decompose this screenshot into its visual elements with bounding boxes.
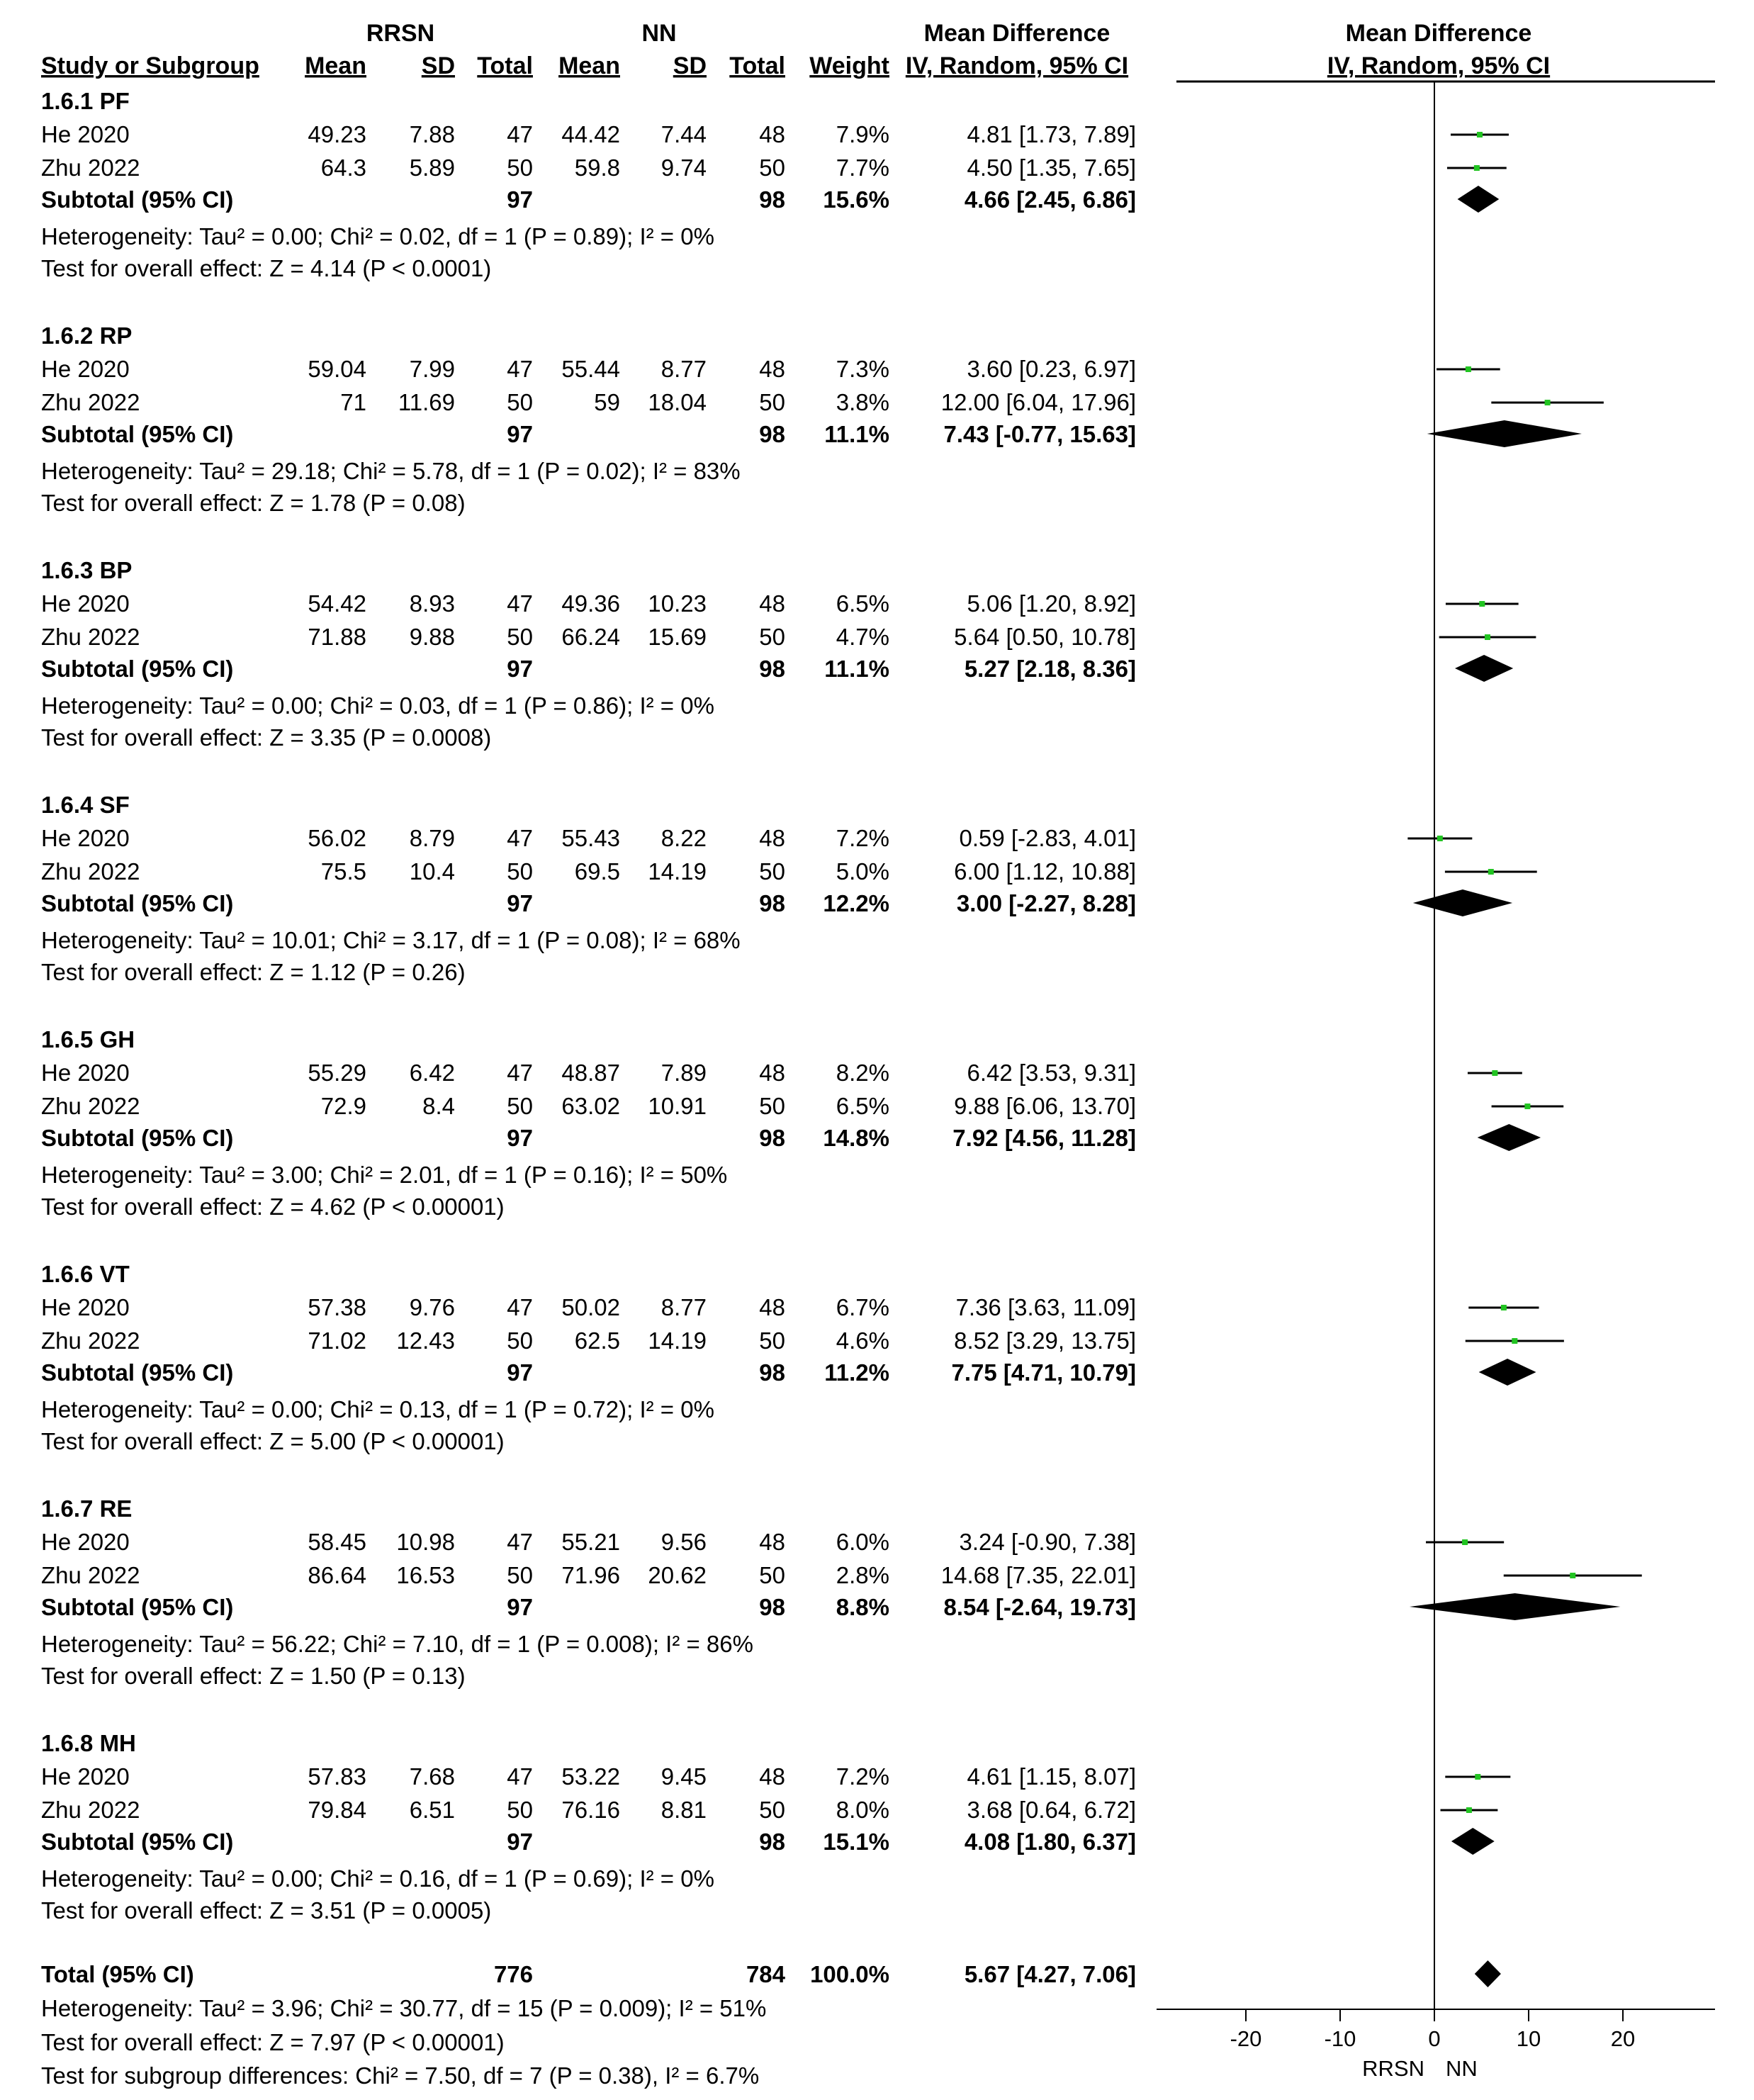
study-ci: 7.36 [3.63, 11.09] (955, 1294, 1136, 1320)
header-sd1: SD (421, 52, 455, 79)
study-mean1: 71 (340, 389, 366, 415)
study-total2: 48 (759, 1060, 785, 1086)
subtotal-weight: 15.6% (823, 186, 889, 213)
subtotal-label: Subtotal (95% CI) (41, 421, 234, 447)
header-total2: Total (729, 52, 785, 79)
study-total2: 50 (759, 1093, 785, 1119)
study-ci: 5.64 [0.50, 10.78] (954, 624, 1136, 650)
study-total1: 50 (507, 1327, 533, 1354)
total-total1: 776 (493, 1961, 533, 1987)
x-tick-label: 0 (1428, 2026, 1441, 2051)
study-name: Zhu 2022 (41, 624, 140, 650)
study-sd2: 15.69 (648, 624, 707, 650)
heterogeneity-text: Heterogeneity: Tau² = 0.00; Chi² = 0.16, df = 1 (P = 0.69); I² = 0% (41, 1865, 714, 1892)
header-plot-bottom: IV, Random, 95% CI (1327, 52, 1551, 79)
point-estimate (1462, 1539, 1468, 1545)
subtotal-total1: 97 (507, 1594, 533, 1620)
study-mean1: 59.04 (308, 356, 366, 382)
study-ci: 3.68 [0.64, 6.72] (967, 1797, 1136, 1823)
study-total2: 48 (759, 590, 785, 617)
total-overall-effect-text: Test for overall effect: Z = 7.97 (P < 0.00001) (41, 2029, 505, 2055)
study-weight: 6.0% (836, 1529, 889, 1555)
study-total1: 50 (507, 624, 533, 650)
total-heterogeneity-text: Heterogeneity: Tau² = 3.96; Chi² = 30.77, df = 15 (P = 0.009); I² = 51% (41, 1995, 767, 2021)
subtotal-total1: 97 (507, 1359, 533, 1386)
subtotal-ci: 7.92 [4.56, 11.28] (952, 1125, 1136, 1151)
study-total2: 50 (759, 155, 785, 181)
study-mean1: 64.3 (320, 155, 366, 181)
study-name: He 2020 (41, 1060, 130, 1086)
total-weight: 100.0% (810, 1961, 889, 1987)
header-md-top: Mean Difference (923, 20, 1111, 47)
study-mean2: 49.36 (561, 590, 620, 617)
subtotal-label: Subtotal (95% CI) (41, 1594, 234, 1620)
subtotal-total2: 98 (759, 1829, 785, 1855)
header-sd2: SD (673, 52, 707, 79)
subtotal-ci: 3.00 [-2.27, 8.28] (956, 890, 1136, 916)
study-mean2: 53.22 (561, 1763, 620, 1790)
study-sd1: 5.89 (409, 155, 455, 181)
study-sd2: 8.77 (660, 1294, 707, 1320)
study-sd2: 7.44 (660, 121, 707, 147)
study-mean2: 55.21 (561, 1529, 620, 1555)
point-estimate (1524, 1104, 1530, 1109)
study-weight: 6.7% (836, 1294, 889, 1320)
study-total2: 50 (759, 389, 785, 415)
subtotal-ci: 7.43 [-0.77, 15.63] (943, 421, 1136, 447)
study-weight: 4.7% (836, 624, 889, 650)
header-weight: Weight (809, 52, 889, 79)
study-weight: 3.8% (836, 389, 889, 415)
x-tick-label: 20 (1610, 2026, 1636, 2051)
overall-effect-text: Test for overall effect: Z = 4.62 (P < 0.00001) (41, 1194, 505, 1220)
study-name: Zhu 2022 (41, 858, 140, 885)
study-sd2: 14.19 (648, 1327, 707, 1354)
study-sd1: 16.53 (396, 1562, 455, 1588)
study-ci: 8.52 [3.29, 13.75] (954, 1327, 1136, 1354)
study-total1: 47 (507, 590, 533, 617)
study-ci: 9.88 [6.06, 13.70] (954, 1093, 1136, 1119)
study-mean2: 66.24 (561, 624, 620, 650)
study-name: Zhu 2022 (41, 1093, 140, 1119)
subtotal-diamond (1427, 420, 1582, 447)
point-estimate (1501, 1305, 1507, 1310)
subtotal-ci: 4.08 [1.80, 6.37] (964, 1829, 1136, 1855)
overall-effect-text: Test for overall effect: Z = 1.50 (P = 0.13) (41, 1663, 466, 1689)
study-total1: 47 (507, 1294, 533, 1320)
study-total1: 50 (507, 1562, 533, 1588)
study-mean1: 49.23 (308, 121, 366, 147)
subgroup-heading: 1.6.8 MH (41, 1730, 136, 1756)
study-mean1: 57.38 (308, 1294, 366, 1320)
subtotal-label: Subtotal (95% CI) (41, 656, 234, 682)
study-weight: 8.0% (836, 1797, 889, 1823)
study-total1: 50 (507, 1797, 533, 1823)
study-total2: 50 (759, 858, 785, 885)
study-sd1: 9.76 (409, 1294, 455, 1320)
study-sd2: 9.45 (660, 1763, 707, 1790)
total-label: Total (95% CI) (41, 1961, 194, 1987)
header-group2: NN (641, 20, 677, 47)
study-sd2: 20.62 (648, 1562, 707, 1588)
study-total2: 50 (759, 1797, 785, 1823)
study-total1: 47 (507, 356, 533, 382)
overall-effect-text: Test for overall effect: Z = 1.78 (P = 0.08) (41, 490, 466, 516)
study-ci: 4.50 [1.35, 7.65] (967, 155, 1136, 181)
subtotal-weight: 11.1% (824, 421, 889, 447)
total-diamond (1475, 1960, 1501, 1987)
subtotal-diamond (1410, 1593, 1621, 1620)
study-mean2: 55.43 (561, 825, 620, 851)
study-mean1: 71.88 (308, 624, 366, 650)
study-total2: 48 (759, 825, 785, 851)
study-ci: 6.00 [1.12, 10.88] (954, 858, 1136, 885)
study-sd2: 8.77 (660, 356, 707, 382)
study-total2: 48 (759, 356, 785, 382)
study-weight: 6.5% (836, 1093, 889, 1119)
study-sd2: 9.74 (660, 155, 707, 181)
study-name: Zhu 2022 (41, 1327, 140, 1354)
subtotal-weight: 11.1% (824, 656, 889, 682)
study-sd1: 8.79 (409, 825, 455, 851)
total-total2: 784 (746, 1961, 785, 1987)
header-md-bottom: IV, Random, 95% CI (905, 52, 1129, 79)
study-name: Zhu 2022 (41, 1797, 140, 1823)
subtotal-total1: 97 (507, 186, 533, 213)
header-mean1: Mean (305, 52, 366, 79)
point-estimate (1479, 601, 1485, 607)
overall-effect-text: Test for overall effect: Z = 4.14 (P < 0.0001) (41, 255, 492, 281)
study-sd1: 10.98 (396, 1529, 455, 1555)
study-total1: 47 (507, 1060, 533, 1086)
subtotal-total2: 98 (759, 656, 785, 682)
subgroup-heading: 1.6.2 RP (41, 322, 133, 349)
study-mean2: 62.5 (574, 1327, 620, 1354)
point-estimate (1474, 165, 1480, 171)
study-sd1: 7.88 (409, 121, 455, 147)
overall-effect-text: Test for overall effect: Z = 3.51 (P = 0.0005) (41, 1897, 492, 1924)
subgroup-heading: 1.6.3 BP (41, 557, 133, 583)
study-weight: 2.8% (836, 1562, 889, 1588)
point-estimate (1492, 1070, 1497, 1076)
study-sd2: 10.23 (648, 590, 707, 617)
study-sd1: 7.68 (409, 1763, 455, 1790)
subgroup-heading: 1.6.5 GH (41, 1026, 135, 1052)
study-mean2: 44.42 (561, 121, 620, 147)
study-sd1: 6.51 (409, 1797, 455, 1823)
study-weight: 7.9% (836, 121, 889, 147)
subtotal-total2: 98 (759, 1359, 785, 1386)
heterogeneity-text: Heterogeneity: Tau² = 0.00; Chi² = 0.02, df = 1 (P = 0.89); I² = 0% (41, 223, 714, 249)
study-sd2: 9.56 (660, 1529, 707, 1555)
study-mean1: 72.9 (320, 1093, 366, 1119)
subtotal-ci: 7.75 [4.71, 10.79] (951, 1359, 1136, 1386)
subtotal-total2: 98 (759, 186, 785, 213)
subtotal-weight: 12.2% (823, 890, 889, 916)
point-estimate (1475, 1774, 1480, 1780)
study-mean1: 57.83 (308, 1763, 366, 1790)
study-sd1: 12.43 (396, 1327, 455, 1354)
study-total1: 47 (507, 825, 533, 851)
heterogeneity-text: Heterogeneity: Tau² = 29.18; Chi² = 5.78, df = 1 (P = 0.02); I² = 83% (41, 458, 741, 484)
study-weight: 7.2% (836, 825, 889, 851)
subtotal-weight: 8.8% (836, 1594, 889, 1620)
heterogeneity-text: Heterogeneity: Tau² = 0.00; Chi² = 0.03, df = 1 (P = 0.86); I² = 0% (41, 692, 714, 719)
study-weight: 4.6% (836, 1327, 889, 1354)
study-weight: 7.2% (836, 1763, 889, 1790)
subtotal-total1: 97 (507, 1829, 533, 1855)
subtotal-diamond (1458, 186, 1500, 213)
study-total1: 50 (507, 1093, 533, 1119)
study-name: He 2020 (41, 1294, 130, 1320)
study-name: He 2020 (41, 825, 130, 851)
x-tick-label: 10 (1516, 2026, 1541, 2051)
study-sd2: 8.81 (660, 1797, 707, 1823)
subgroup-heading: 1.6.1 PF (41, 88, 130, 114)
study-sd1: 6.42 (409, 1060, 455, 1086)
subgroup-heading: 1.6.7 RE (41, 1495, 133, 1522)
subtotal-diamond (1455, 655, 1513, 682)
study-total1: 47 (507, 121, 533, 147)
point-estimate (1485, 634, 1490, 640)
study-sd2: 18.04 (648, 389, 707, 415)
study-ci: 12.00 [6.04, 17.96] (940, 389, 1136, 415)
header-study: Study or Subgroup (41, 52, 259, 79)
subtotal-total2: 98 (759, 890, 785, 916)
subtotal-total1: 97 (507, 890, 533, 916)
study-weight: 7.3% (836, 356, 889, 382)
subtotal-weight: 11.2% (824, 1359, 889, 1386)
subtotal-diamond (1451, 1828, 1495, 1855)
study-total1: 50 (507, 858, 533, 885)
subtotal-diamond (1413, 889, 1512, 916)
point-estimate (1488, 869, 1494, 875)
subtotal-label: Subtotal (95% CI) (41, 186, 234, 213)
subtotal-total2: 98 (759, 1125, 785, 1151)
point-estimate (1570, 1573, 1575, 1578)
study-total2: 50 (759, 1562, 785, 1588)
overall-effect-text: Test for overall effect: Z = 3.35 (P = 0.0008) (41, 724, 492, 751)
study-sd2: 10.91 (648, 1093, 707, 1119)
heterogeneity-text: Heterogeneity: Tau² = 10.01; Chi² = 3.17, df = 1 (P = 0.08); I² = 68% (41, 927, 741, 953)
subtotal-total2: 98 (759, 421, 785, 447)
x-label-left: RRSN (1362, 2056, 1424, 2081)
study-name: He 2020 (41, 590, 130, 617)
study-mean1: 58.45 (308, 1529, 366, 1555)
subtotal-label: Subtotal (95% CI) (41, 1359, 234, 1386)
study-name: Zhu 2022 (41, 389, 140, 415)
study-mean1: 56.02 (308, 825, 366, 851)
subtotal-total2: 98 (759, 1594, 785, 1620)
study-weight: 7.7% (836, 155, 889, 181)
study-ci: 3.24 [-0.90, 7.38] (959, 1529, 1136, 1555)
study-name: He 2020 (41, 1529, 130, 1555)
study-total2: 48 (759, 1763, 785, 1790)
subtotal-label: Subtotal (95% CI) (41, 890, 234, 916)
study-sd2: 7.89 (660, 1060, 707, 1086)
subtotal-weight: 14.8% (823, 1125, 889, 1151)
study-total1: 47 (507, 1763, 533, 1790)
study-sd1: 10.4 (409, 858, 455, 885)
heterogeneity-text: Heterogeneity: Tau² = 3.00; Chi² = 2.01, df = 1 (P = 0.16); I² = 50% (41, 1162, 728, 1188)
heterogeneity-text: Heterogeneity: Tau² = 56.22; Chi² = 7.10, df = 1 (P = 0.008); I² = 86% (41, 1631, 753, 1657)
study-ci: 4.61 [1.15, 8.07] (967, 1763, 1136, 1790)
study-sd2: 8.22 (660, 825, 707, 851)
study-mean2: 59.8 (574, 155, 620, 181)
study-total2: 50 (759, 624, 785, 650)
study-ci: 6.42 [3.53, 9.31] (967, 1060, 1136, 1086)
study-mean2: 48.87 (561, 1060, 620, 1086)
subtotal-total1: 97 (507, 656, 533, 682)
x-axis (1157, 82, 1715, 2081)
study-mean1: 86.64 (308, 1562, 366, 1588)
study-mean2: 76.16 (561, 1797, 620, 1823)
point-estimate (1545, 400, 1551, 405)
subgroup-differences-text: Test for subgroup differences: Chi² = 7.50, df = 7 (P = 0.38), I² = 6.7% (41, 2062, 760, 2089)
point-estimate (1466, 1807, 1472, 1813)
study-ci: 5.06 [1.20, 8.92] (967, 590, 1136, 617)
study-mean2: 59 (594, 389, 620, 415)
study-sd2: 14.19 (648, 858, 707, 885)
heterogeneity-text: Heterogeneity: Tau² = 0.00; Chi² = 0.13, df = 1 (P = 0.72); I² = 0% (41, 1396, 714, 1422)
study-mean1: 79.84 (308, 1797, 366, 1823)
subtotal-total1: 97 (507, 1125, 533, 1151)
subgroup-heading: 1.6.4 SF (41, 792, 130, 818)
study-sd1: 7.99 (409, 356, 455, 382)
study-ci: 0.59 [-2.83, 4.01] (959, 825, 1136, 851)
study-total2: 50 (759, 1327, 785, 1354)
header-plot-top: Mean Difference (1345, 20, 1532, 47)
header-mean2: Mean (558, 52, 620, 79)
study-sd1: 8.4 (422, 1093, 455, 1119)
subtotal-label: Subtotal (95% CI) (41, 1125, 234, 1151)
study-total2: 48 (759, 121, 785, 147)
x-label-right: NN (1446, 2056, 1478, 2081)
study-name: Zhu 2022 (41, 155, 140, 181)
study-sd1: 8.93 (409, 590, 455, 617)
study-name: He 2020 (41, 121, 130, 147)
study-mean2: 55.44 (561, 356, 620, 382)
study-mean1: 75.5 (320, 858, 366, 885)
header-group1: RRSN (366, 20, 435, 47)
x-tick-label: -20 (1230, 2026, 1262, 2051)
study-mean1: 55.29 (308, 1060, 366, 1086)
study-ci: 3.60 [0.23, 6.97] (967, 356, 1136, 382)
subtotal-total1: 97 (507, 421, 533, 447)
study-total1: 50 (507, 155, 533, 181)
table-rows (41, 88, 1136, 2089)
total-ci: 5.67 [4.27, 7.06] (964, 1961, 1136, 1987)
study-ci: 4.81 [1.73, 7.89] (967, 121, 1136, 147)
plot-marks (1407, 132, 1641, 1987)
study-name: He 2020 (41, 356, 130, 382)
subtotal-ci: 8.54 [-2.64, 19.73] (943, 1594, 1136, 1620)
subtotal-label: Subtotal (95% CI) (41, 1829, 234, 1855)
point-estimate (1477, 132, 1483, 137)
x-tick-label: -10 (1324, 2026, 1356, 2051)
study-weight: 8.2% (836, 1060, 889, 1086)
study-mean1: 71.02 (308, 1327, 366, 1354)
study-total2: 48 (759, 1294, 785, 1320)
study-mean2: 50.02 (561, 1294, 620, 1320)
overall-effect-text: Test for overall effect: Z = 1.12 (P = 0.26) (41, 959, 466, 985)
study-weight: 6.5% (836, 590, 889, 617)
study-mean2: 63.02 (561, 1093, 620, 1119)
subtotal-diamond (1478, 1124, 1541, 1151)
subtotal-weight: 15.1% (823, 1829, 889, 1855)
point-estimate (1466, 366, 1471, 372)
study-name: He 2020 (41, 1763, 130, 1790)
study-total1: 47 (507, 1529, 533, 1555)
subtotal-diamond (1479, 1359, 1536, 1386)
header-total1: Total (477, 52, 533, 79)
study-mean2: 71.96 (561, 1562, 620, 1588)
study-sd1: 11.69 (398, 389, 455, 415)
study-sd1: 9.88 (409, 624, 455, 650)
subtotal-ci: 5.27 [2.18, 8.36] (964, 656, 1136, 682)
point-estimate (1512, 1338, 1517, 1344)
study-ci: 14.68 [7.35, 22.01] (940, 1562, 1136, 1588)
study-mean1: 54.42 (308, 590, 366, 617)
overall-effect-text: Test for overall effect: Z = 5.00 (P < 0.00001) (41, 1428, 505, 1454)
point-estimate (1437, 836, 1443, 841)
study-total1: 50 (507, 389, 533, 415)
study-weight: 5.0% (836, 858, 889, 885)
study-name: Zhu 2022 (41, 1562, 140, 1588)
subgroup-heading: 1.6.6 VT (41, 1261, 130, 1287)
study-mean2: 69.5 (574, 858, 620, 885)
subtotal-ci: 4.66 [2.45, 6.86] (964, 186, 1136, 213)
study-total2: 48 (759, 1529, 785, 1555)
